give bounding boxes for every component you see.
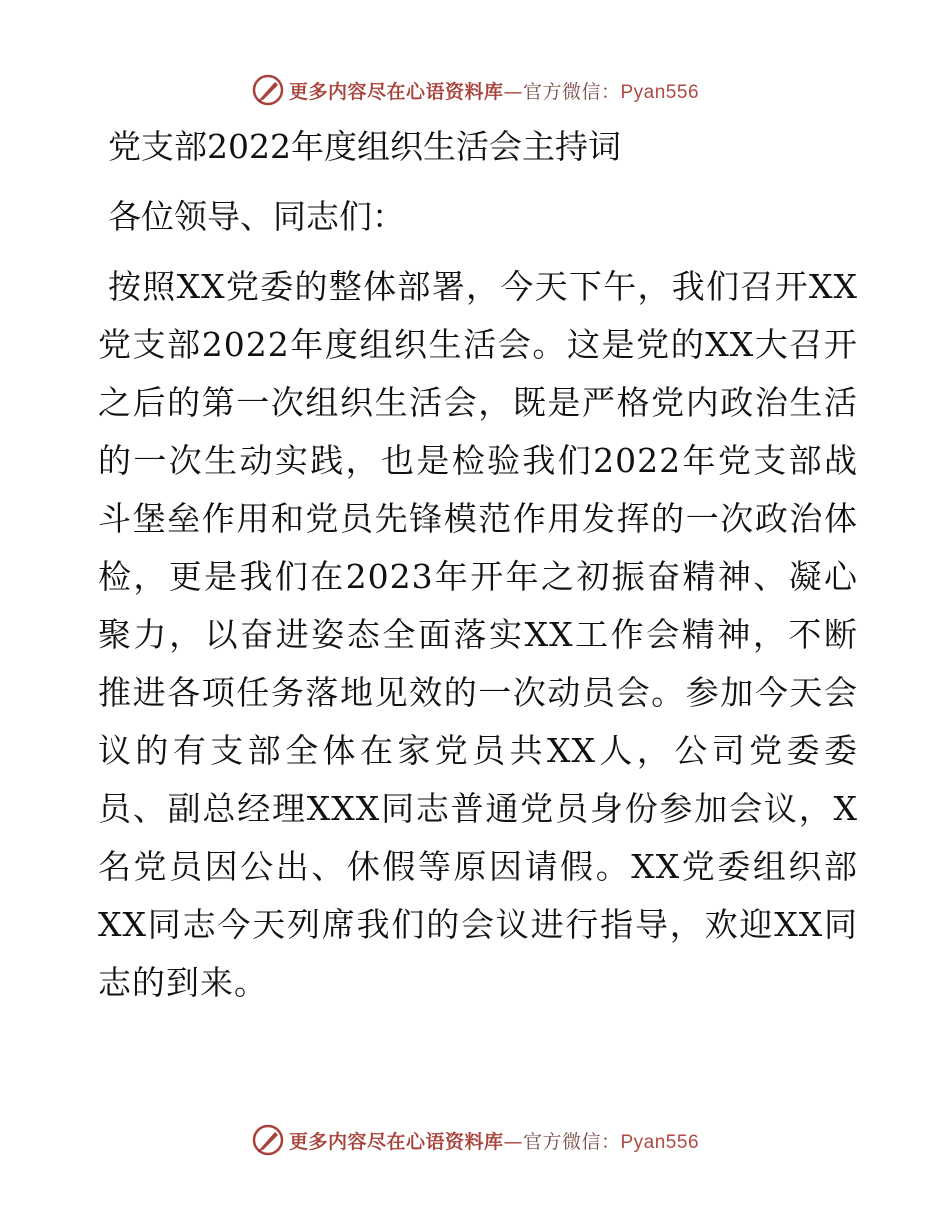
paragraph-line: 检，更是我们在2023年开年之初振奋精神、凝心 (98, 557, 858, 596)
watermark-text (289, 77, 699, 104)
header-watermark (0, 70, 950, 110)
document-greeting: 各位领导、同志们： (108, 197, 405, 236)
paragraph-line: 员、副总经理XXX同志普通党员身份参加会议，X (98, 789, 858, 828)
paragraph-line: 名党员因公出、休假等原因请假。XX党委组织部 (98, 847, 858, 886)
quill-pen-circle-icon (251, 1123, 285, 1157)
paragraph-line: XX同志今天列席我们的会议进行指导，欢迎XX同 (98, 905, 858, 944)
watermark-separator: — (503, 1130, 523, 1153)
paragraph-line: 议的有支部全体在家党员共XX人，公司党委委 (98, 731, 858, 770)
watermark-wechat-id: Pyan556 (620, 1131, 700, 1153)
document-body (98, 118, 858, 1012)
watermark-separator: — (503, 80, 523, 103)
watermark-official-label: 官方微信： (522, 1130, 621, 1153)
paragraph-line: 志的到来。 (98, 963, 268, 1002)
paragraph-line: 的一次生动实践，也是检验我们2022年党支部战 (98, 441, 858, 480)
watermark-brand: 更多内容尽在心语资料库 (288, 80, 504, 103)
paragraph-line: 斗堡垒作用和党员先锋模范作用发挥的一次政治体 (98, 499, 858, 538)
document-title: 党支部2022年度组织生活会主持词 (108, 127, 621, 166)
watermark-brand: 更多内容尽在心语资料库 (288, 1130, 504, 1153)
watermark-text (289, 1127, 699, 1154)
watermark-wechat-id: Pyan556 (620, 81, 700, 103)
document-paragraph (98, 258, 858, 1012)
quill-pen-circle-icon (251, 73, 285, 107)
watermark-official-label: 官方微信： (522, 80, 621, 103)
footer-watermark (0, 1120, 950, 1160)
paragraph-line: 党支部2022年度组织生活会。这是党的XX大召开 (98, 325, 858, 364)
paragraph-line: 按照XX党委的整体部署，今天下午，我们召开XX (108, 267, 858, 306)
paragraph-line: 推进各项任务落地见效的一次动员会。参加今天会 (98, 673, 858, 712)
paragraph-line: 之后的第一次组织生活会，既是严格党内政治生活 (98, 383, 858, 422)
paragraph-line: 聚力，以奋进姿态全面落实XX工作会精神，不断 (98, 615, 858, 654)
